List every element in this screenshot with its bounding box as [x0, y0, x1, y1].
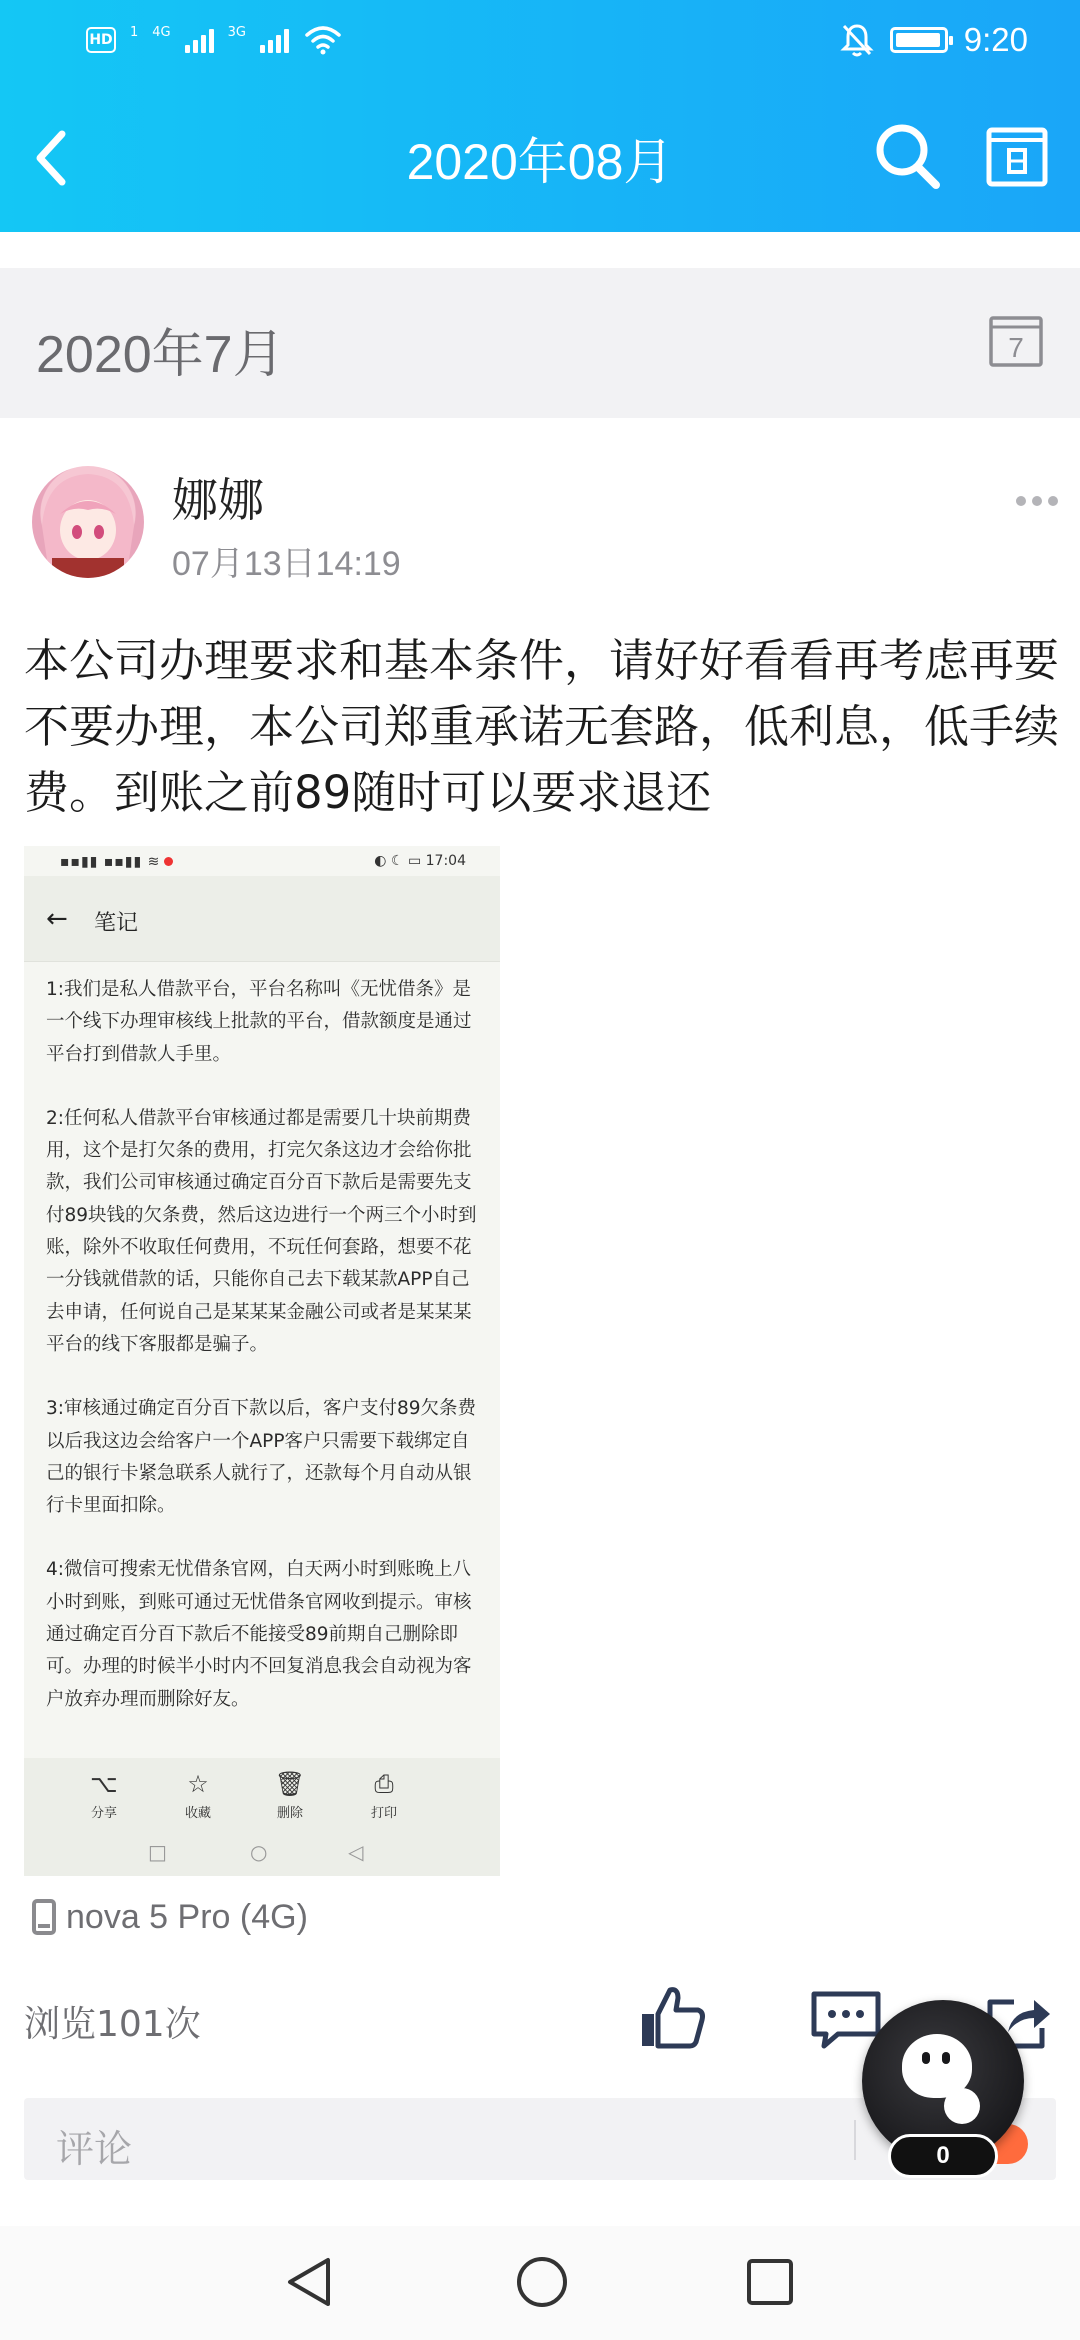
image-home-icon: ○ [250, 1840, 268, 1864]
image-toolbar [24, 1758, 500, 1876]
search-icon[interactable] [870, 116, 946, 196]
image-share-tool [74, 1768, 134, 1821]
device-info [32, 1894, 308, 1940]
hd-badge: HD [86, 27, 116, 53]
view-count: 浏览101次 [24, 2004, 201, 2045]
wifi-icon [303, 25, 343, 55]
assistant-hand-icon [944, 2088, 980, 2124]
image-title: 笔记 [94, 911, 139, 936]
like-icon[interactable] [636, 1982, 708, 2054]
status-right [840, 18, 1028, 62]
phone-icon [32, 1899, 56, 1935]
system-home-icon[interactable] [512, 2252, 572, 2312]
image-printer-icon: ⎙ [374, 1770, 394, 1798]
network-type-2: 3G [227, 24, 246, 40]
status-bar [0, 0, 1080, 80]
image-paragraph: 3:审核通过确定百分百下款以后，客户支付89欠条费以后我这边会给客户一个APP客户只需要下载绑定自己的银行卡紧急联系人就行了，还款每个月自动从银行卡里面扣除。 [46, 1398, 477, 1517]
image-delete-label: 删除 [276, 1806, 303, 1821]
image-header [24, 876, 500, 962]
post-time: 07月13日14:19 [172, 545, 401, 583]
status-left [86, 22, 343, 58]
month-calendar-icon[interactable] [988, 312, 1044, 368]
comment-placeholder: 评论 [56, 2127, 133, 2171]
more-options-icon[interactable] [1016, 494, 1060, 508]
battery-icon [890, 27, 948, 53]
image-back-icon: ◁ [348, 1840, 364, 1864]
avatar[interactable] [32, 466, 144, 578]
comment-divider [854, 2120, 856, 2160]
image-delete-tool [260, 1768, 320, 1821]
image-share-label: 分享 [90, 1806, 117, 1821]
image-print-tool [354, 1768, 414, 1821]
floating-badge-count: 0 [888, 2134, 998, 2178]
top-header [0, 0, 1080, 232]
image-favorite-tool [168, 1768, 228, 1821]
network-type-1: 4G [152, 24, 171, 40]
post-body: 本公司办理要求和基本条件，请好好看看再考虑再要不要办理，本公司郑重承诺无套路，低利息，低手续费。到账之前89随时可以要求退还 [24, 634, 1060, 819]
image-signal-icon: ▪▪▮▮ ▪▪▮▮ ≋ [60, 854, 173, 870]
status-time: 9:20 [963, 21, 1028, 58]
month-calendar-day: 7 [1008, 332, 1024, 363]
username[interactable]: 娜娜 [172, 473, 264, 527]
image-print-label: 打印 [370, 1806, 397, 1821]
image-star-icon: ☆ [187, 1770, 209, 1798]
avatar-image [32, 466, 144, 578]
mute-bell-icon [840, 22, 874, 58]
signal-icon-2 [260, 27, 289, 53]
image-favorite-label: 收藏 [184, 1806, 211, 1821]
system-nav-bar [0, 2226, 1080, 2340]
month-label: 2020年7月 [36, 326, 285, 384]
page-title: 2020年08月 [406, 134, 674, 190]
month-bar [0, 268, 1080, 418]
image-paragraph: 4:微信可搜索无忧借条官网，白天两小时到账晚上八小时到账，到账可通过无忧借条官网收到提示。审核通过确定百分百下款后不能接受89前期自己删除即可。办理的时候半小时内不回复消息我会自动视为客户放弃办理而删除好友。 [46, 1559, 472, 1710]
post-image[interactable] [24, 846, 500, 1876]
device-name: nova 5 Pro (4G) [66, 1897, 308, 1936]
system-back-icon[interactable] [280, 2252, 340, 2312]
image-paragraph: 2:任何私人借款平台审核通过都是需要几十块前期费用，这个是打欠条的费用，打完欠条这边才会给你批款，我们公司审核通过确定百分百下款后是需要先支付89块钱的欠条费，然后这边进行一个两三个小时到账，除外不收取任何费用，不玩任何套路，想要不花一分钱就借款的话，只能你自己去下载某款APP自己去申请，任何说自己是某某某金融公司或者是某某某平台的线下客服都是骗子。 [46, 1107, 477, 1355]
image-status-bar [24, 846, 500, 876]
image-paragraph: 1:我们是私人借款平台，平台名称叫《无忧借条》是一个线下办理审核线上批款的平台，借款额度是通过平台打到借款人手里。 [46, 979, 472, 1065]
image-trash-icon: 🗑 [274, 1770, 306, 1798]
image-time: 17:04 [425, 853, 466, 869]
image-share-icon: ⌥ [90, 1770, 118, 1798]
nav-bar [0, 80, 1080, 232]
image-back-arrow-icon: ← [46, 904, 68, 934]
calendar-icon[interactable] [984, 120, 1050, 190]
image-notes [46, 962, 486, 1748]
image-recent-icon: □ [148, 1840, 167, 1864]
signal-icon [185, 27, 214, 53]
sim-number: 1 [130, 24, 139, 40]
image-status-time: ◐ ☾ ▭ 17:04 [374, 853, 466, 869]
system-recents-icon[interactable] [742, 2254, 798, 2310]
